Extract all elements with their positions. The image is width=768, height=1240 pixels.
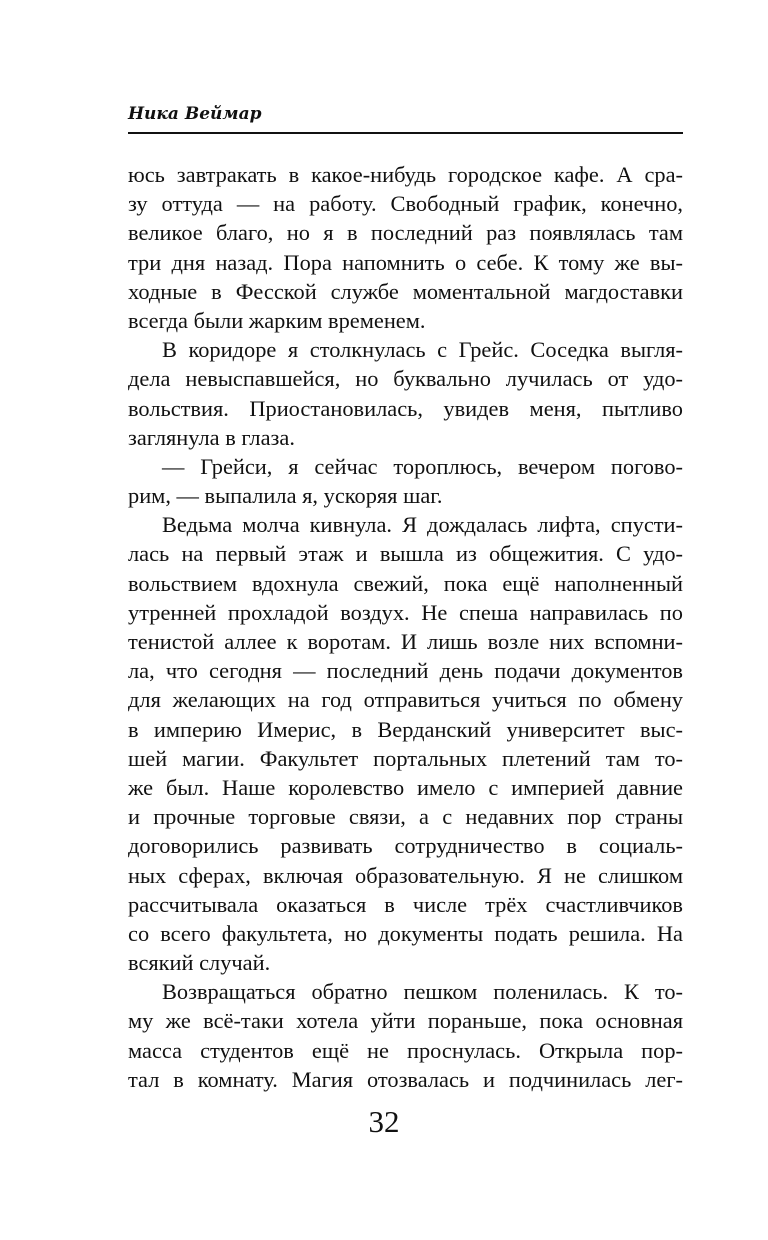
text-line: ных сферах, включая образовательную. Я не слишком (128, 862, 683, 888)
text-line: Ведьма молча кивнула. Я дождалась лифта, спусти- (162, 512, 683, 538)
text-line: всякий случай. (128, 950, 271, 976)
text-line: В коридоре я столкнулась с Грейс. Соседка выгля- (162, 337, 683, 363)
text-line: и прочные торговые связи, а с недавних пор страны (128, 804, 683, 830)
text-line: же был. Наше королевство имело с империей давние (128, 774, 683, 800)
running-head-author: Ника Веймар (128, 104, 262, 124)
text-line: для желающих на год отправиться учиться по обмену (128, 687, 683, 713)
text-line: всегда были жарким временем. (128, 307, 426, 333)
text-line: дела невыспавшейся, но буквально лучилась от удо- (128, 366, 683, 392)
text-line: шей магии. Факультет портальных плетений там то- (128, 745, 683, 771)
text-line: три дня назад. Пора напомнить о себе. К тому же вы- (128, 249, 683, 275)
text-line: утренней прохладой воздух. Не спеша направилась по (128, 599, 683, 625)
text-line: тал в комнату. Магия отозвалась и подчинилась лег- (128, 1066, 683, 1092)
text-line: масса студентов ещё не проснулась. Открыла пор- (128, 1037, 683, 1063)
text-line: вольствия. Приостановилась, увидев меня, пытливо (128, 395, 683, 421)
page-number: 32 (368, 1104, 400, 1139)
text-line: договорились развивать сотрудничество в социаль- (128, 833, 683, 859)
text-line: Возвращаться обратно пешком поленилась. К то- (162, 979, 683, 1005)
text-line: заглянула в глаза. (128, 424, 295, 450)
text-line: вольствием вдохнула свежий, пока ещё наполненный (128, 570, 683, 596)
text-line: зу оттуда — на работу. Свободный график, конечно, (128, 191, 683, 217)
text-line: лась на первый этаж и вышла из общежития. С удо- (128, 541, 683, 567)
text-line: ходные в Фесской службе моментальной магдоставки (128, 278, 683, 304)
text-line: со всего факультета, но документы подать решила. На (128, 920, 683, 946)
text-line: в империю Имерис, в Верданский университет выс- (128, 716, 683, 742)
text-line: — Грейси, я сейчас тороплюсь, вечером погово- (162, 453, 683, 479)
text-line: рассчитывала оказаться в числе трёх счастливчиков (128, 891, 683, 917)
header-rule (128, 132, 683, 134)
text-line: тенистой аллее к воротам. И лишь возле них вспомни- (128, 629, 683, 654)
text-line: великое благо, но я в последний раз появлялась там (128, 220, 683, 246)
text-line: рим, — выпалила я, ускоряя шаг. (128, 483, 443, 509)
body-text (128, 160, 683, 1094)
text-line: му же всё-таки хотела уйти пораньше, пока основная (128, 1008, 683, 1034)
text-line: юсь завтракать в какое-нибудь городское кафе. А сра- (128, 162, 683, 187)
text-line: ла, что сегодня — последний день подачи документов (128, 658, 683, 684)
